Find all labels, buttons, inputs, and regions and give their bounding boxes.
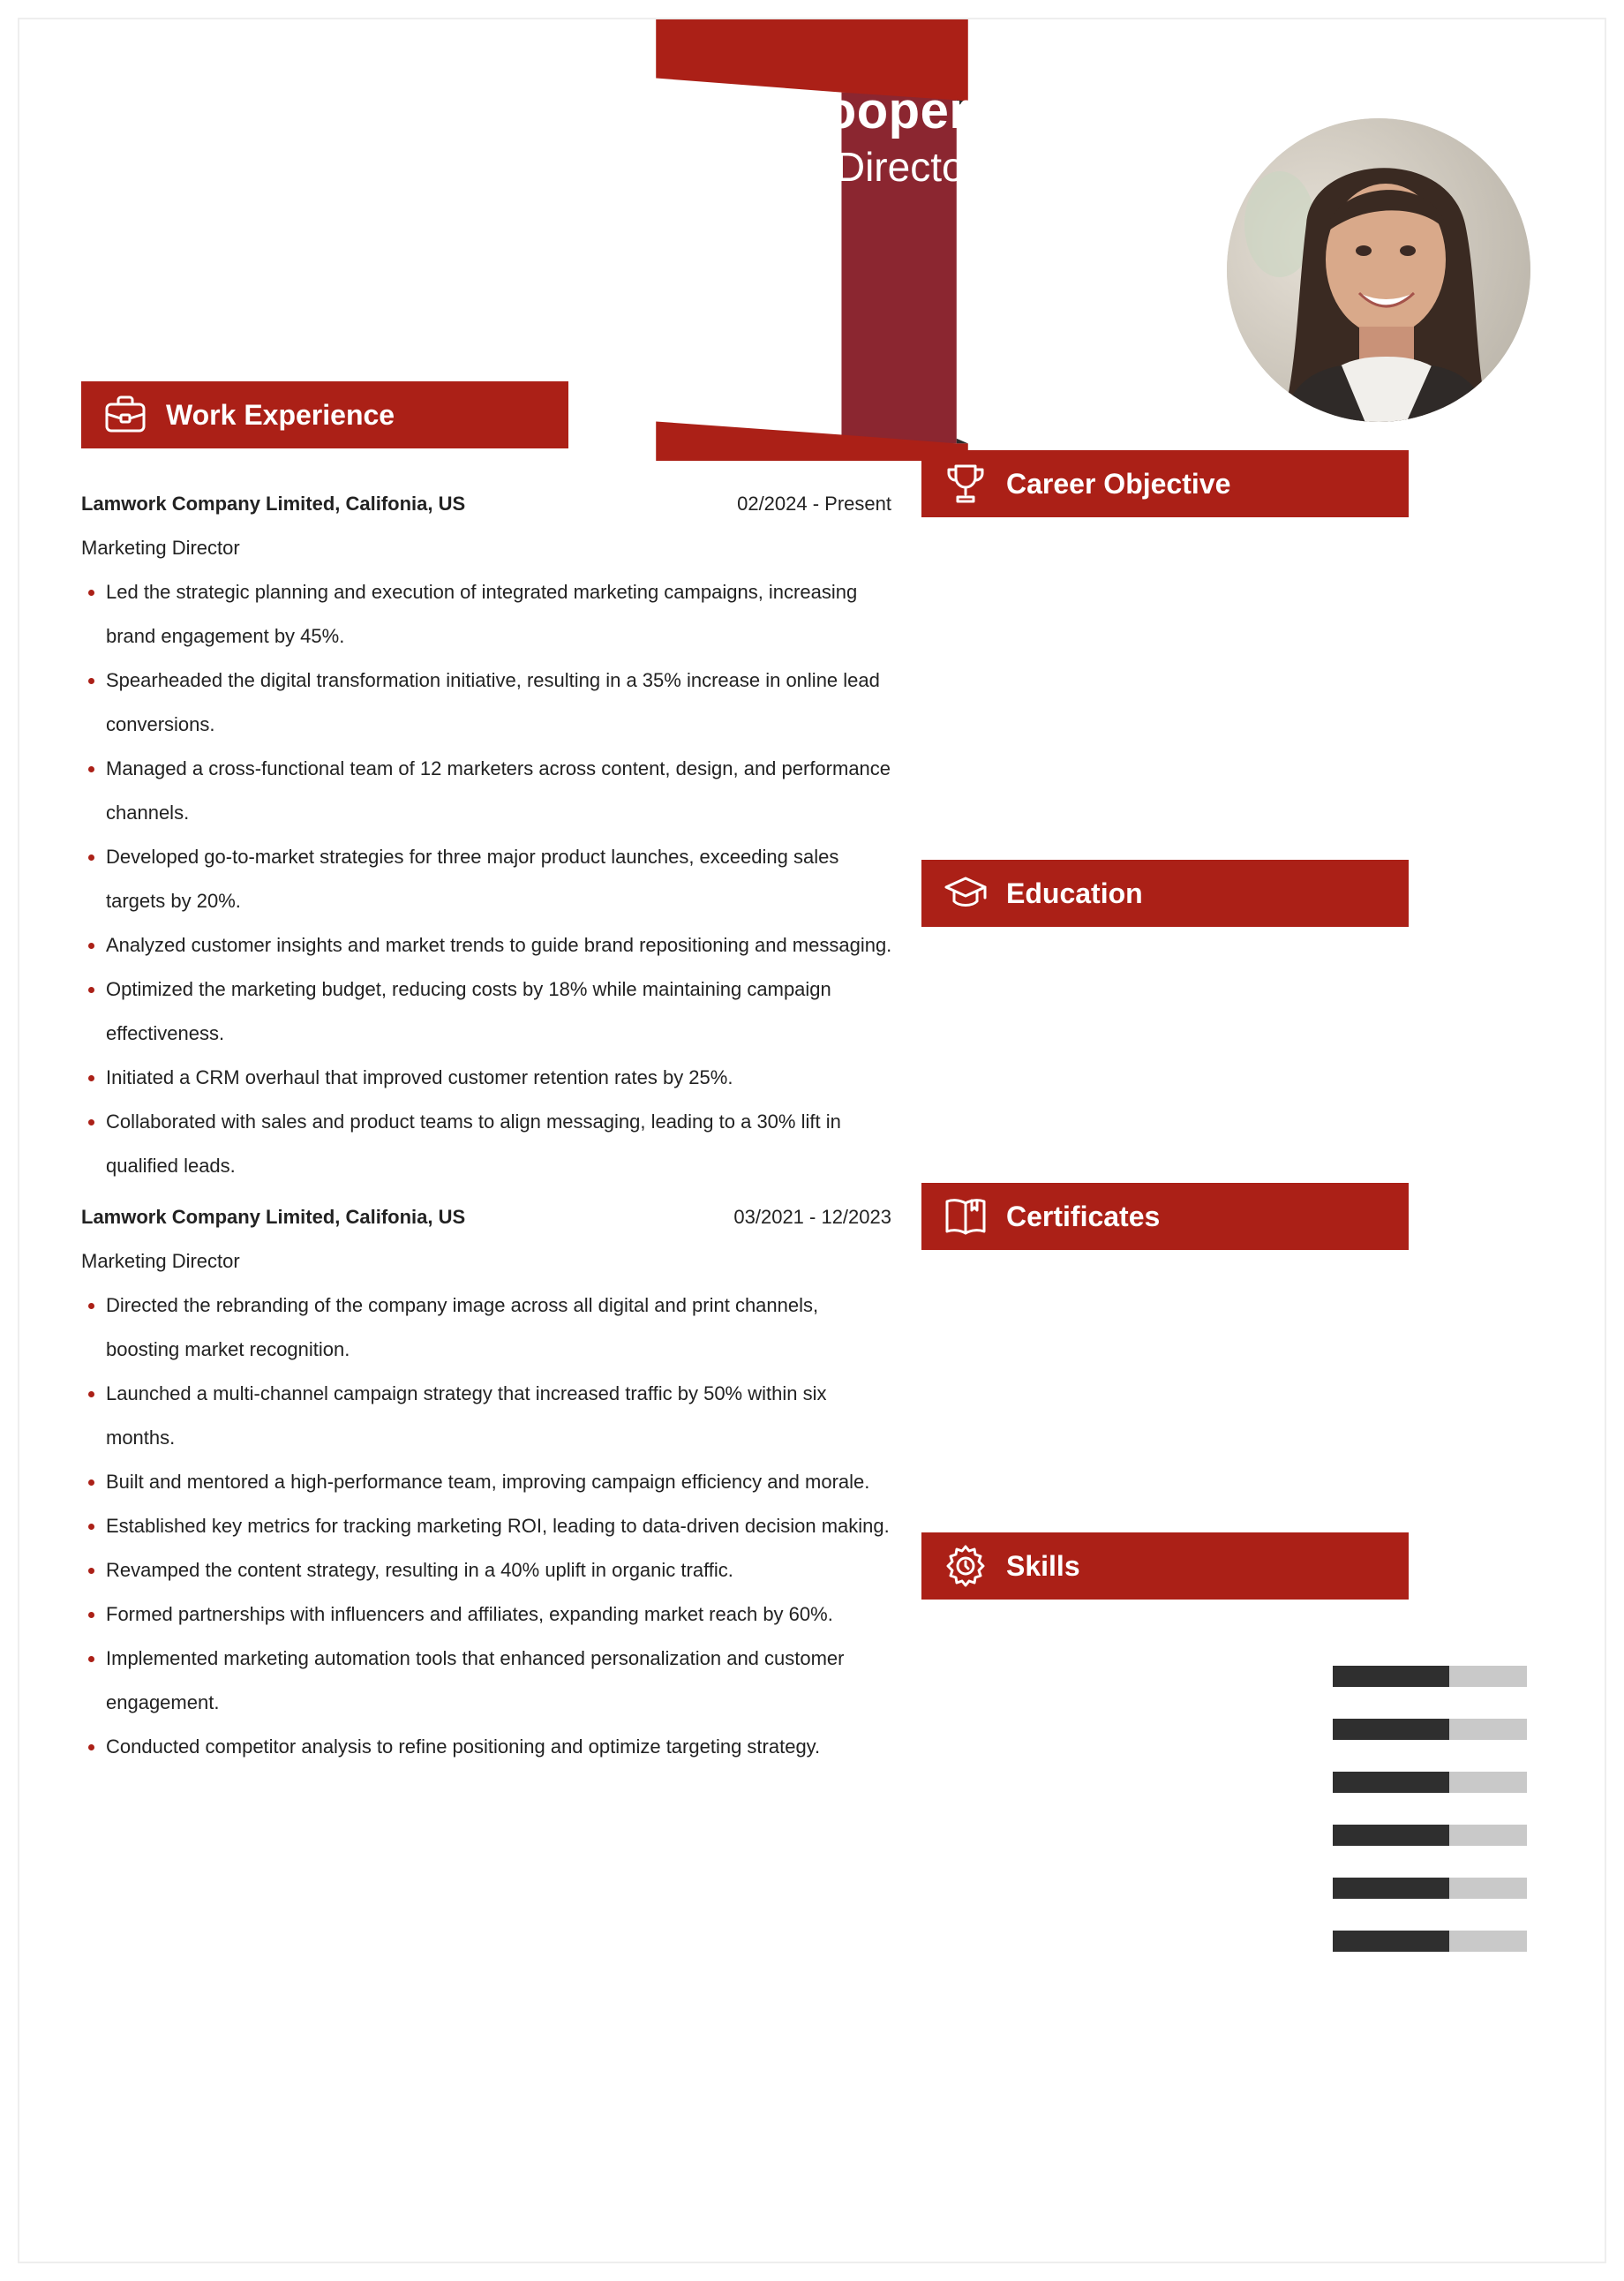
contact-website[interactable] — [475, 2191, 861, 2226]
certificate-date: 04/2023 — [1456, 1365, 1527, 1387]
job-2-bullet: Revamped the content strategy, resulting in a 40% uplift in organic traffic. — [81, 1548, 893, 1592]
skill-level-fill — [1333, 1719, 1449, 1740]
skill-level-fill — [1333, 1825, 1449, 1846]
job-2-bullet: Built and mentored a high-performance team, improving campaign efficiency and morale. — [81, 1460, 893, 1504]
career-objective-text: I am a results-driven Marketing Director with a passion for crafting strategies that elevate brand visibility and drive revenue growth. I thrive in dynamic environments where innovation and analytics meet to create impactful campaigns. I aim to lead teams in delivering exceptional marketing performance aligned with organizational goals. — [1024, 561, 1521, 804]
job-1-bullets — [81, 570, 893, 1188]
education-degree: Bachelor of Business Administration — [1024, 1065, 1334, 1087]
skill-level-bar — [1333, 1878, 1527, 1899]
profile-photo — [1223, 115, 1534, 425]
certificate-name: Certified Search Engine Marketing Specialist — [1024, 1365, 1409, 1387]
skill-row — [1024, 1663, 1527, 1690]
job-1-bullet: Managed a cross-functional team of 12 marketers across content, design, and performance channels. — [81, 747, 893, 835]
skill-level-fill — [1333, 1878, 1449, 1899]
work-experience-header — [81, 381, 568, 448]
education-header — [921, 860, 1409, 927]
education-school: Lamwork University, Califonia, US — [1024, 976, 1338, 998]
job-2-bullet: Implemented marketing automation tools that enhanced personalization and customer engagement. — [81, 1637, 893, 1725]
skill-row — [1024, 1822, 1527, 1848]
skill-level-bar — [1333, 1772, 1527, 1793]
job-1-bullet: Initiated a CRM overhaul that improved customer retention rates by 25%. — [81, 1056, 893, 1100]
certificate-name: Certified B2B Marketing Leader — [1024, 1418, 1295, 1440]
contact-location-text: Los Angeles, CA, USA — [523, 2144, 718, 2166]
job-2-bullet: Directed the rebranding of the company image across all digital and print channels, boosting market recognition. — [81, 1284, 893, 1372]
skill-name: Market Analysis — [1024, 1771, 1161, 1793]
skill-level-fill — [1333, 1666, 1449, 1687]
certificate-name: Certified Growth Marketing Professional — [1024, 1471, 1367, 1493]
profile-photo-illustration — [1227, 118, 1534, 425]
certificate-date: 10/2025 — [1456, 1471, 1527, 1493]
skill-row — [1024, 1928, 1527, 1954]
job-2-company: Lamwork Company Limited, Califonia, US — [81, 1206, 466, 1228]
resume-page — [19, 19, 1605, 2262]
certificate-row — [1024, 1365, 1527, 1388]
contact-website-text: https://lamwork.com/profile/jane-cooper — [523, 2197, 861, 2219]
job-1-company: Lamwork Company Limited, Califonia, US — [81, 493, 466, 515]
skill-row — [1024, 1875, 1527, 1901]
skill-name: Public Relations — [1024, 1877, 1163, 1899]
location-pin-icon — [475, 2138, 510, 2173]
job-2-bullet: Formed partnerships with influencers and affiliates, expanding market reach by 60%. — [81, 1592, 893, 1637]
candidate-name: Jane Cooper — [654, 82, 970, 139]
certificate-row — [1024, 1418, 1527, 1441]
job-2-bullet: Launched a multi-channel campaign strategy that increased traffic by 50% within six months. — [81, 1372, 893, 1460]
job-1-bullet: Spearheaded the digital transformation initiative, resulting in a 35% increase in online lead conversions. — [81, 659, 893, 747]
certificate-row — [1024, 1312, 1527, 1335]
job-2-bullets — [81, 1284, 893, 1769]
job-1-bullet: Collaborated with sales and product teams to align messaging, leading to a 30% lift in qualified leads. — [81, 1100, 893, 1188]
skill-name: Sales Forecasting — [1024, 1824, 1180, 1846]
contact-location[interactable] — [475, 2138, 717, 2173]
skill-level-bar — [1333, 1825, 1527, 1846]
skill-level-bar — [1333, 1931, 1527, 1952]
contact-phone-text: +1 234 567891 — [125, 2144, 256, 2166]
globe-icon — [475, 2191, 510, 2226]
job-2-dates: 03/2021 - 12/2023 — [733, 1206, 891, 1228]
phone-icon — [78, 2138, 113, 2173]
skill-level-fill — [1333, 1931, 1449, 1952]
certificate-name: Certified Digital Marketing Professional — [1024, 1312, 1359, 1334]
skill-level-bar — [1333, 1666, 1527, 1687]
skills-header — [921, 1532, 1409, 1600]
trophy-icon — [941, 459, 990, 508]
skill-level-bar — [1333, 1719, 1527, 1740]
job-1-bullet: Developed go-to-market strategies for three major product launches, exceeding sales targets by 20%. — [81, 835, 893, 923]
job-1-bullet: Optimized the marketing budget, reducing costs by 18% while maintaining campaign effectiveness. — [81, 967, 893, 1056]
job-2-bullet: Established key metrics for tracking marketing ROI, leading to data-driven decision making. — [81, 1504, 893, 1548]
candidate-title: Marketing Director — [646, 144, 978, 190]
contact-email-text: janecooper@lamwork.com — [125, 2197, 356, 2219]
skill-name: Digital Marketing Strategy — [1024, 1665, 1246, 1687]
certificates-header — [921, 1183, 1409, 1250]
certificate-date: 12/2021 — [1456, 1312, 1527, 1334]
graduation-cap-icon — [941, 869, 990, 918]
skill-row — [1024, 1769, 1527, 1795]
job-1-bullet: Analyzed customer insights and market trends to guide brand repositioning and messaging. — [81, 923, 893, 967]
contact-email[interactable] — [78, 2191, 356, 2226]
career-objective-heading: Career Objective — [1006, 467, 1231, 500]
certificates-heading: Certificates — [1006, 1200, 1161, 1232]
education-gpa: GPA: 3.5 — [1024, 1109, 1101, 1131]
job-1-bullet: Led the strategic planning and execution of integrated marketing campaigns, increasing brand engagement by 45%. — [81, 570, 893, 659]
book-icon — [941, 1192, 990, 1241]
job-2-role: Marketing Director — [81, 1250, 240, 1272]
certificate-row — [1024, 1471, 1527, 1494]
job-1-dates: 02/2024 - Present — [737, 493, 891, 515]
gear-icon — [941, 1541, 990, 1591]
work-experience-heading: Work Experience — [166, 398, 395, 431]
education-dates: 10/2016 - 11/2020 — [1024, 1020, 1180, 1043]
skill-level-fill — [1333, 1772, 1449, 1793]
career-objective-header — [921, 450, 1409, 517]
skill-row — [1024, 1716, 1527, 1743]
contact-phone[interactable] — [78, 2138, 255, 2173]
job-1-role: Marketing Director — [81, 537, 240, 559]
job-2-bullet: Conducted competitor analysis to refine positioning and optimize targeting strategy. — [81, 1725, 893, 1769]
skills-heading: Skills — [1006, 1549, 1080, 1582]
skill-name: Brand Positioning — [1024, 1718, 1177, 1740]
mail-icon — [78, 2191, 113, 2226]
education-heading: Education — [1006, 877, 1143, 909]
skill-name: Project Management — [1024, 1930, 1203, 1952]
certificate-date: 07/2024 — [1456, 1418, 1527, 1440]
briefcase-icon — [101, 390, 150, 440]
